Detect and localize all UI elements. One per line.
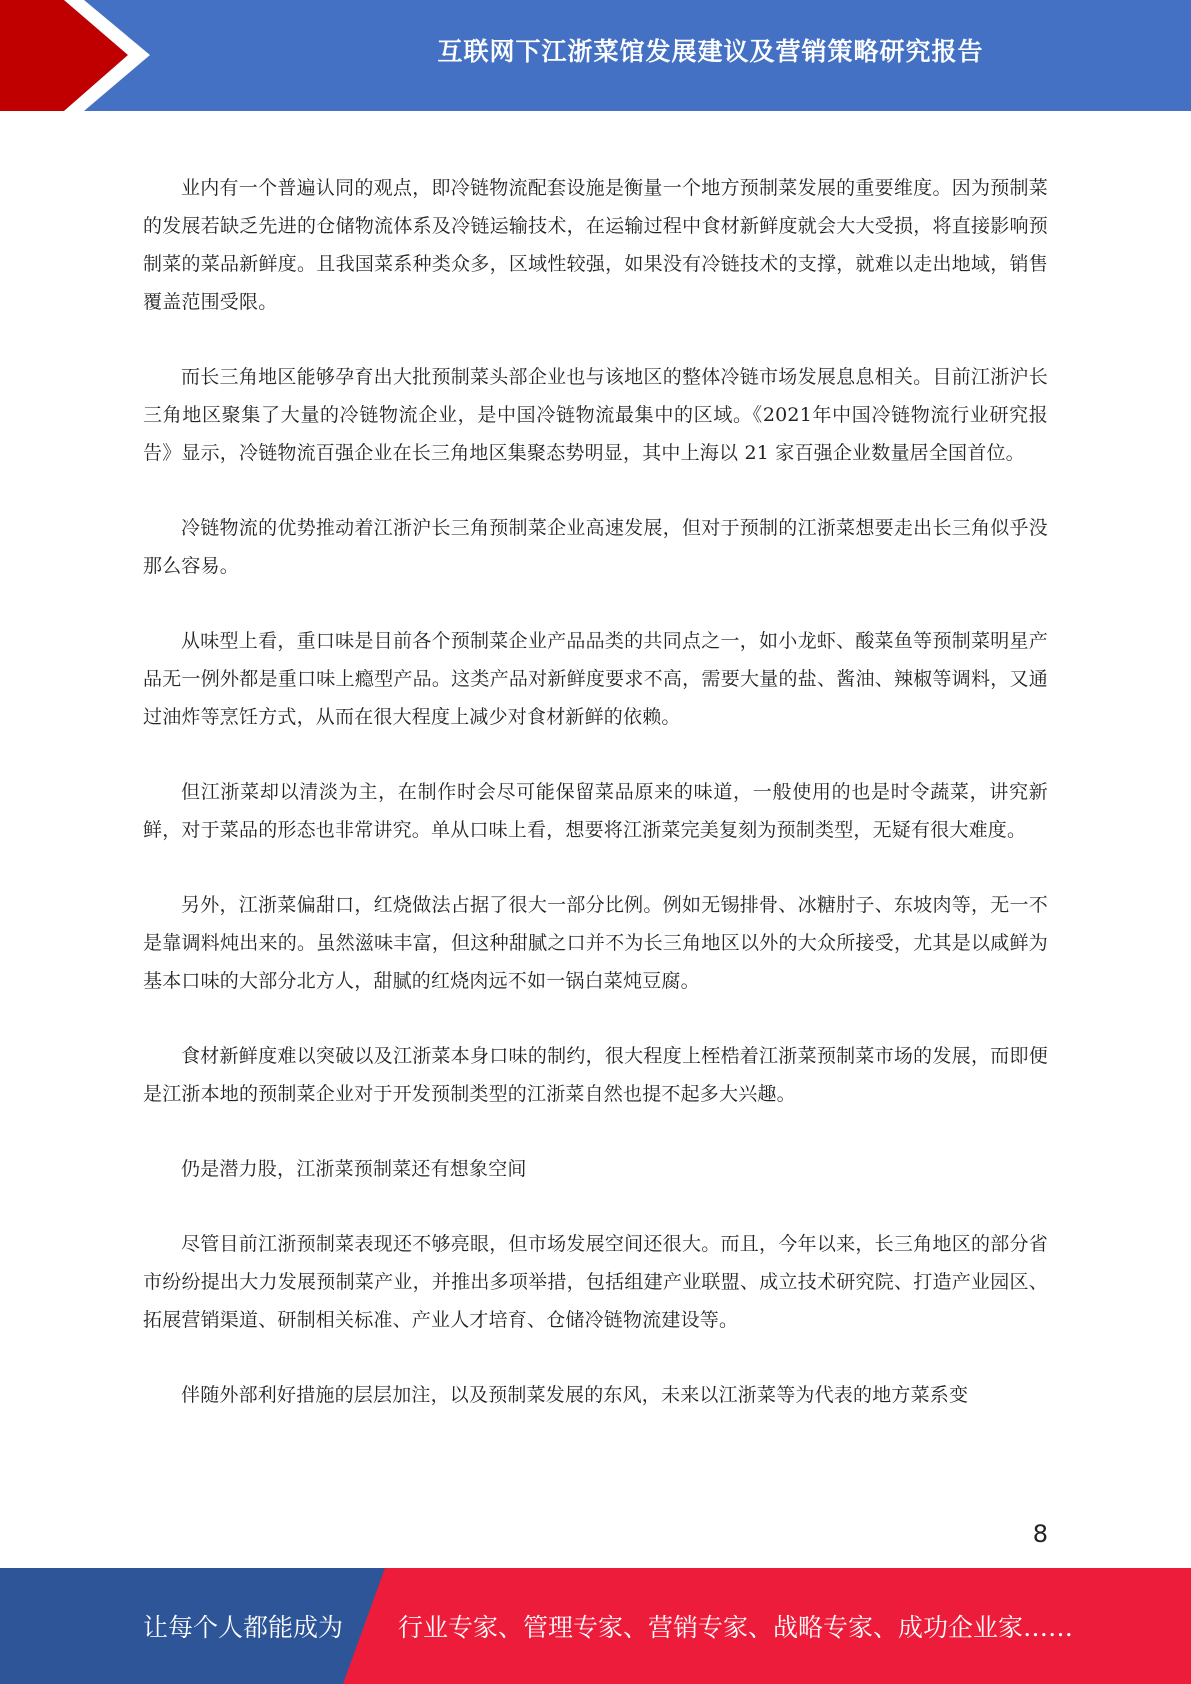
- paragraph: 食材新鲜度难以突破以及江浙菜本身口味的制约，很大程度上桎梏着江浙菜预制菜市场的发展，而即便是江浙本地的预制菜企业对于开发预制类型的江浙菜自然也提不起多大兴趣。: [143, 1045, 1048, 1105]
- report-title: 互联网下江浙菜馆发展建议及营销策略研究报告: [437, 37, 984, 66]
- footer-slogan-left: 让每个人都能成为: [143, 1613, 344, 1642]
- paragraph: 从味型上看，重口味是目前各个预制菜企业产品品类的共同点之一，如小龙虾、酸菜鱼等预制菜明星产品无一例外都是重口味上瘾型产品。这类产品对新鲜度要求不高，需要大量的盐、酱油、辣椒等调料，又通过油炸等烹饪方式，从而在很大程度上减少对食材新鲜的依赖。: [143, 630, 1048, 728]
- paragraph: 伴随外部利好措施的层层加注，以及预制菜发展的东风，未来以江浙菜等为代表的地方菜系变: [181, 1384, 969, 1406]
- page-number: 8: [1032, 1520, 1048, 1548]
- page-footer: [0, 1568, 1191, 1684]
- article-body: [143, 169, 1048, 1451]
- header-arrow-decoration: [0, 0, 160, 111]
- paragraph: 尽管目前江浙预制菜表现还不够亮眼，但市场发展空间还很大。而且，今年以来，长三角地区的部分省市纷纷提出大力发展预制菜产业，并推出多项举措，包括组建产业联盟、成立技术研究院、打造产业园区、拓展营销渠道、研制相关标准、产业人才培育、仓储冷链物流建设等。: [143, 1233, 1048, 1331]
- paragraph: 而长三角地区能够孕育出大批预制菜头部企业也与该地区的整体冷链市场发展息息相关。目前江浙沪长三角地区聚集了大量的冷链物流企业，是中国冷链物流最集中的区域。《2021年中国冷链物流行业研究报告》显示，冷链物流百强企业在长三角地区集聚态势明显，其中上海以 21 家百强企业数量居全国首位。: [143, 366, 1048, 464]
- footer-slogan-right: 行业专家、管理专家、营销专家、战略专家、成功企业家……: [398, 1613, 1074, 1642]
- paragraph: 业内有一个普遍认同的观点，即冷链物流配套设施是衡量一个地方预制菜发展的重要维度。因为预制菜的发展若缺乏先进的仓储物流体系及冷链运输技术，在运输过程中食材新鲜度就会大大受损，将直接影响预制菜的菜品新鲜度。且我国菜系种类众多，区域性较强，如果没有冷链技术的支撑，就难以走出地域，销售覆盖范围受限。: [143, 177, 1048, 313]
- paragraph: 冷链物流的优势推动着江浙沪长三角预制菜企业高速发展，但对于预制的江浙菜想要走出长三角似乎没那么容易。: [143, 517, 1048, 577]
- paragraph: 另外，江浙菜偏甜口，红烧做法占据了很大一部分比例。例如无锡排骨、冰糖肘子、东坡肉等，无一不是靠调料炖出来的。虽然滋味丰富，但这种甜腻之口并不为长三角地区以外的大众所接受，尤其是以咸鲜为基本口味的大部分北方人，甜腻的红烧肉远不如一锅白菜炖豆腐。: [143, 894, 1048, 992]
- paragraph: 但江浙菜却以清淡为主，在制作时会尽可能保留菜品原来的味道，一般使用的也是时令蔬菜，讲究新鲜，对于菜品的形态也非常讲究。单从口味上看，想要将江浙菜完美复刻为预制类型，无疑有很大难度。: [143, 781, 1048, 841]
- section-subheading: 仍是潜力股，江浙菜预制菜还有想象空间: [181, 1158, 527, 1180]
- page-header: [0, 0, 1191, 111]
